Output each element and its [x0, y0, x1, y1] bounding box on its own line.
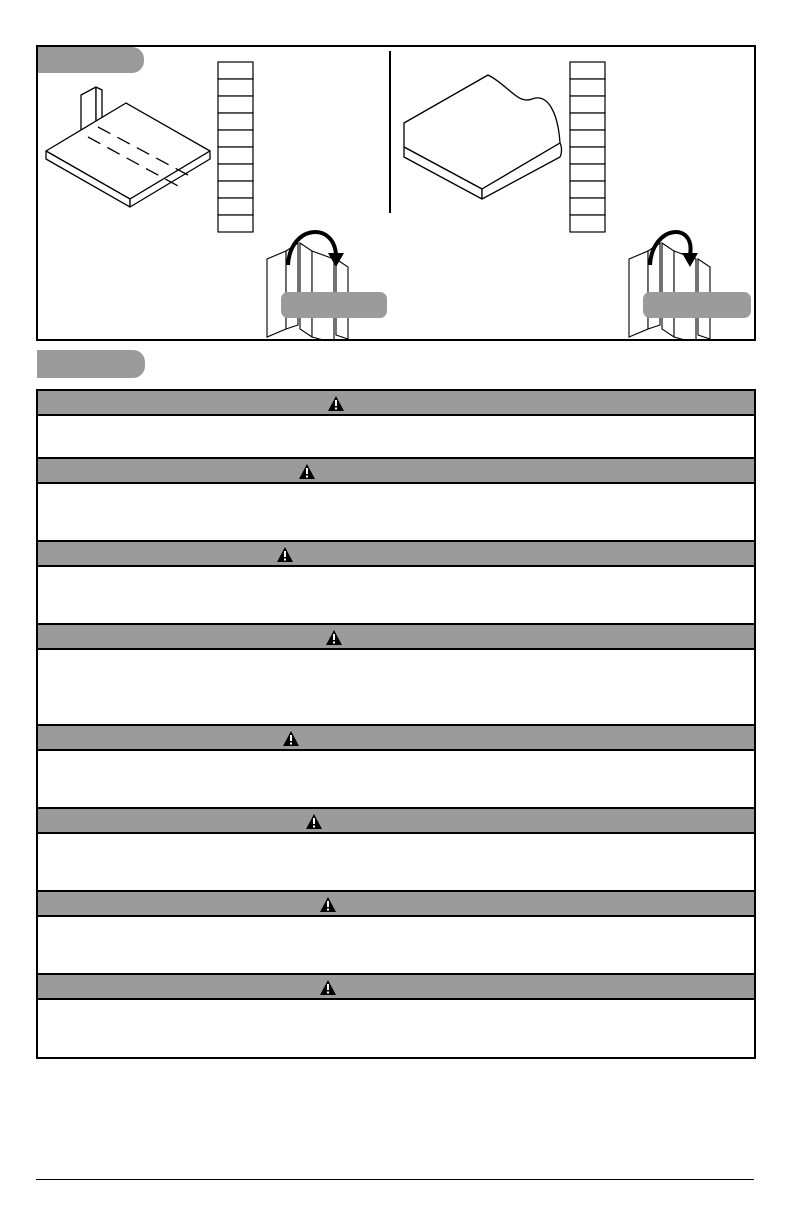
warning-body [38, 416, 754, 459]
warning-row [38, 726, 754, 809]
scale-cell [218, 198, 253, 215]
scale-cell [570, 215, 605, 232]
scale-cell [570, 181, 605, 198]
warning-triangle-icon [277, 547, 293, 562]
warning-triangle-icon [306, 814, 322, 829]
scale-cell [570, 79, 605, 96]
warning-body [38, 917, 754, 975]
right-callout-label [643, 292, 751, 318]
scale-cell [570, 96, 605, 113]
scale-cell [570, 62, 605, 79]
scale-cell [570, 198, 605, 215]
scale-cell [570, 147, 605, 164]
right-box-drawing [404, 75, 562, 199]
scale-cell [218, 113, 253, 130]
warning-heading-band [38, 542, 754, 567]
scale-cell [218, 215, 253, 232]
right-box-top [404, 75, 560, 189]
scale-cell [218, 147, 253, 164]
warning-heading-band [38, 391, 754, 416]
warning-triangle-icon [299, 464, 315, 479]
warning-row [38, 459, 754, 542]
scale-cell [218, 62, 253, 79]
warning-triangle-icon [326, 630, 342, 645]
warning-body [38, 834, 754, 892]
warning-heading-band [38, 809, 754, 834]
warning-body [38, 567, 754, 625]
warning-heading-band [38, 975, 754, 1000]
warning-row [38, 809, 754, 892]
warning-row [38, 542, 754, 625]
figure-tab-label [38, 47, 144, 73]
warning-body [38, 751, 754, 809]
warning-body [38, 1000, 754, 1057]
scale-cell [218, 130, 253, 147]
warning-triangle-icon [320, 980, 336, 995]
warning-heading-band [38, 625, 754, 650]
warning-triangle-icon [283, 731, 299, 746]
figure-frame [36, 45, 756, 341]
warning-body [38, 650, 754, 726]
scale-cell [570, 130, 605, 147]
scale-cell [570, 164, 605, 181]
warning-row [38, 391, 754, 459]
section-tab-label [37, 350, 145, 378]
left-callout-label [281, 292, 387, 318]
right-fold-pages-icon [629, 243, 710, 339]
warning-body [38, 484, 754, 542]
warning-row [38, 975, 754, 1057]
left-box-top [46, 103, 210, 199]
warning-triangle-icon [328, 396, 344, 411]
warning-heading-band [38, 459, 754, 484]
warning-heading-band [38, 726, 754, 751]
warning-row [38, 625, 754, 726]
scale-cell [218, 96, 253, 113]
left-box-drawing [46, 87, 210, 207]
footer-rule [36, 1179, 754, 1180]
warnings-table [36, 389, 756, 1059]
left-scale-column [218, 62, 253, 232]
scale-cell [570, 113, 605, 130]
right-scale-column [570, 62, 605, 232]
scale-cell [218, 164, 253, 181]
warning-triangle-icon [320, 897, 336, 912]
warning-row [38, 892, 754, 975]
scale-cell [218, 181, 253, 198]
scale-cell [218, 79, 253, 96]
warning-heading-band [38, 892, 754, 917]
